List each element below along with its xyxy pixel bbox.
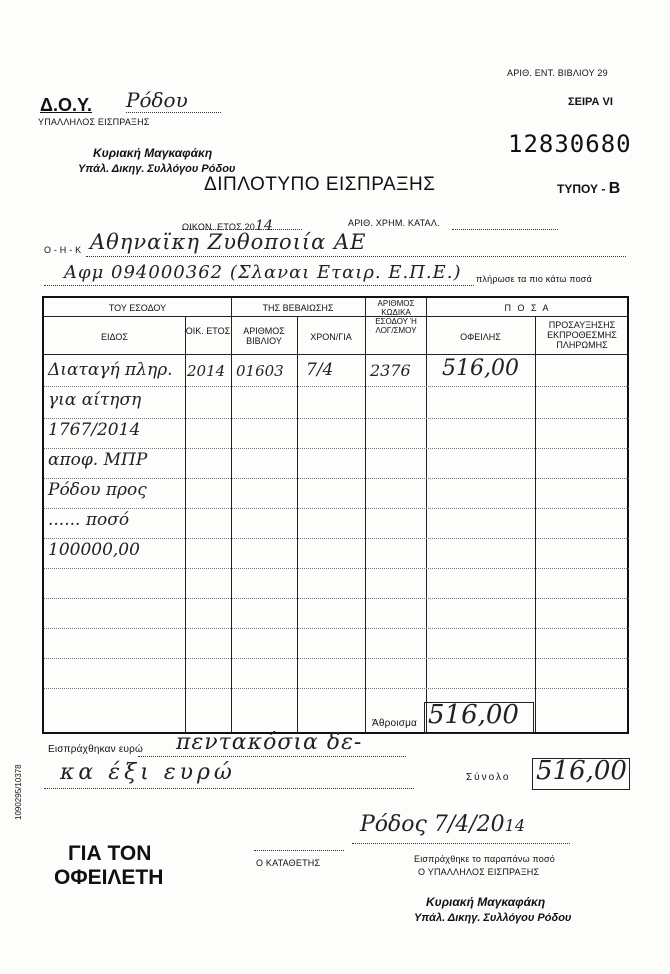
kind-line: Διαταγή πληρ. xyxy=(48,360,173,380)
bottom-stamp-name: Κυριακή Μαγκαφάκη xyxy=(426,895,546,909)
doy-label: Δ.Ο.Υ. xyxy=(40,95,92,115)
ledger-line xyxy=(452,229,558,230)
payer-label: Ο - Η - Κ xyxy=(44,245,82,255)
group-certification: ΤΗΣ ΒΕΒΑΙΩΣΗΣ xyxy=(262,303,334,313)
sum-label: Σύνολο xyxy=(466,772,511,783)
kind-line: ...... ποσό xyxy=(48,510,130,530)
kind-line: για αίτηση xyxy=(48,390,142,410)
stamp-role: Υπάλ. Δικηγ. Συλλόγου Ρόδου xyxy=(78,163,236,175)
afm-value: Αφμ 094000362 (Σλαναι Εταιρ. Ε.Π.Ε.) xyxy=(64,262,462,283)
row-line xyxy=(44,448,629,449)
row-line xyxy=(44,538,629,539)
collected-by-label: Ο ΥΠΑΛΛΗΛΟΣ ΕΙΣΠΡΑΞΗΣ xyxy=(418,867,540,877)
kind-line: Ρόδου προς xyxy=(48,480,147,500)
row-line xyxy=(44,418,629,419)
col-sep-date xyxy=(365,298,366,732)
header-line-bottom xyxy=(44,354,627,355)
fiscal-year-label-text: ΟΙΚΟΝ. ΕΤΟΣ 20 xyxy=(182,222,255,232)
col-sep-kind xyxy=(185,316,186,732)
received-words-2: κα έξι ευρώ xyxy=(60,760,236,785)
payer-value: Αθηναϊκη Ζυθοποιία ΑΕ xyxy=(90,230,367,254)
kind-line: 100000,00 xyxy=(48,540,140,560)
book-number-label: ΑΡΙΘ. ΕΝΤ. ΒΙΒΛΙΟΥ 29 xyxy=(507,68,608,78)
place-date-line xyxy=(352,843,570,844)
row1-year: 2014 xyxy=(187,362,226,380)
col-owed: ΟΦΕΙΛΗΣ xyxy=(460,332,501,342)
series-label: ΣΕΙΡΑ VI xyxy=(568,96,613,108)
bottom-stamp-role: Υπάλ. Δικηγ. Συλλόγου Ρόδου xyxy=(414,912,572,924)
row1-date: 7/4 xyxy=(306,360,334,380)
row-line xyxy=(44,688,629,689)
for-debtor-2: ΟΦΕΙΛΕΤΗ xyxy=(54,866,164,889)
type-label xyxy=(557,180,620,198)
row1-book: 01603 xyxy=(236,362,284,380)
items-table xyxy=(42,296,629,734)
col-kind: ΕΙΔΟΣ xyxy=(101,332,128,342)
col-sep-year xyxy=(231,298,232,732)
depositor-label: Ο ΚΑΤΑΘΕΤΗΣ xyxy=(256,858,321,868)
sum-value: 516,00 xyxy=(536,756,627,786)
kind-line: αποφ. ΜΠΡ xyxy=(48,450,148,470)
received-words-1: πεντακόσια δε- xyxy=(176,730,363,755)
document-title: ΔΙΠΛΟΤΥΠΟ ΕΙΣΠΡΑΞΗΣ xyxy=(204,174,436,195)
row-line xyxy=(44,478,629,479)
doy-value: Ρόδου xyxy=(126,88,221,113)
group-amounts: Π Ο Σ Α xyxy=(504,303,551,313)
for-debtor-1: ΓΙΑ ΤΟΝ xyxy=(68,842,152,865)
collected-label: Εισπράχθηκε το παραπάνω ποσό xyxy=(414,854,555,864)
payer-line xyxy=(86,256,626,257)
row-line xyxy=(44,628,629,629)
col-sep-code xyxy=(426,298,427,732)
receipt-number: 12830680 xyxy=(508,130,632,158)
type-value: Β xyxy=(608,180,621,197)
total-value: 516,00 xyxy=(428,700,519,730)
place-date-year: 14 xyxy=(504,816,526,835)
received-line-2 xyxy=(44,788,414,789)
total-label: Άθροισμα xyxy=(372,718,418,729)
afm-line xyxy=(44,285,474,286)
stamp-name: Κυριακή Μαγκαφάκη xyxy=(93,146,213,160)
depositor-line xyxy=(254,850,344,851)
row1-code: 2376 xyxy=(370,361,411,380)
row1-owed: 516,00 xyxy=(442,356,519,381)
col-book: ΑΡΙΘΜΟΣ ΒΙΒΛΙΟΥ xyxy=(243,326,285,346)
col-date: ΧΡΟΝ/ΓΙΑ xyxy=(310,332,352,342)
ledger-label: ΑΡΙΘ. ΧΡΗΜ. ΚΑΤΑΛ. xyxy=(348,218,440,228)
place-date xyxy=(360,812,525,837)
row-line xyxy=(44,508,629,509)
paid-text: πλήρωσε τα πιο κάτω ποσά xyxy=(476,274,592,284)
group-code: ΑΡΙΘΜΟΣ ΚΩΔΙΚΑ ΕΣΟΔΟΥ Ή ΛΟΓ/ΣΜΟΥ xyxy=(375,299,417,335)
side-code: 1090295/10378 xyxy=(14,764,23,820)
row-line xyxy=(44,386,629,387)
type-label-text: ΤΥΠΟΥ - xyxy=(557,182,606,196)
row-line xyxy=(44,568,629,569)
col-sep-owed xyxy=(535,316,536,732)
kind-line: 1767/2014 xyxy=(48,420,141,440)
received-line-1 xyxy=(138,756,406,757)
col-year: ΟΙΚ. ΕΤΟΣ xyxy=(185,326,231,336)
row-line xyxy=(44,658,629,659)
received-label: Εισπράχθηκαν ευρώ xyxy=(48,744,144,755)
col-sep-book xyxy=(297,316,298,732)
cashier-label: ΥΠΑΛΛΗΛΟΣ ΕΙΣΠΡΑΞΗΣ xyxy=(38,117,150,127)
place-date-text: Ρόδος 7/4/20 xyxy=(360,812,505,837)
group-revenue: ΤΟΥ ΕΣΟΔΟΥ xyxy=(108,303,167,313)
row-line xyxy=(44,598,629,599)
fiscal-year-value: 14 xyxy=(254,218,274,234)
col-surcharge: ΠΡΟΣΑΥΞΗΣΗΣ ΕΚΠΡΟΘΕΣΜΗΣ ΠΛΗΡΩΜΗΣ xyxy=(547,320,617,350)
header-line-top xyxy=(44,316,627,317)
